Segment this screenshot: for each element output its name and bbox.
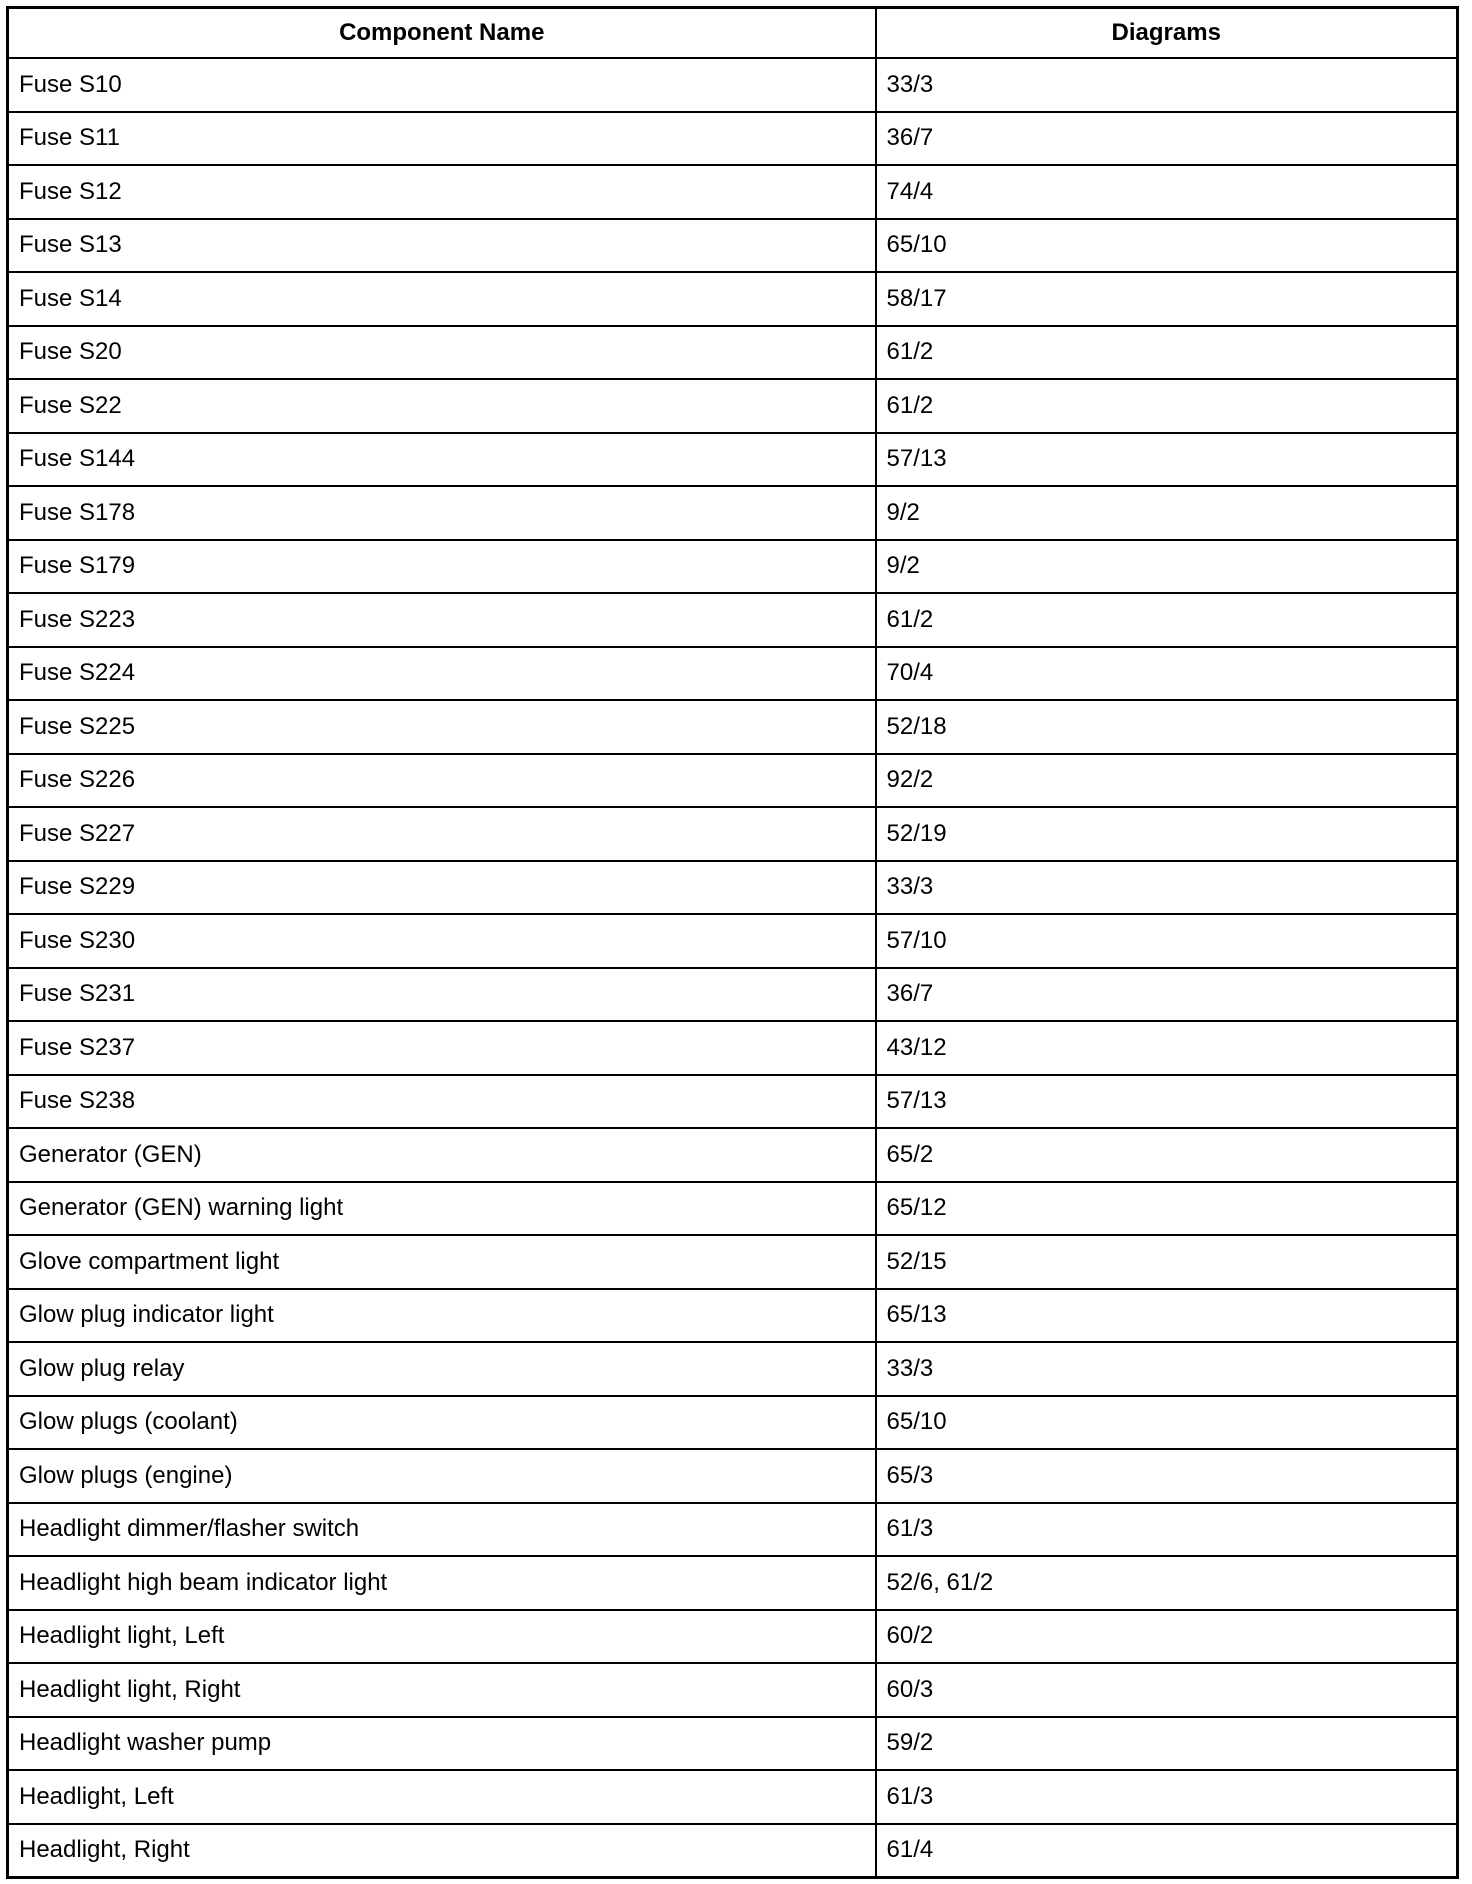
diagrams-cell: 52/19 [876, 807, 1458, 861]
component-name-cell: Fuse S10 [8, 58, 876, 112]
component-name-cell: Generator (GEN) [8, 1128, 876, 1182]
table-row [8, 1556, 1458, 1610]
table-row [8, 914, 1458, 968]
component-name-cell: Headlight, Right [8, 1824, 876, 1878]
diagrams-cell: 65/10 [876, 1396, 1458, 1450]
component-name-cell: Fuse S238 [8, 1075, 876, 1129]
table-row [8, 1182, 1458, 1236]
component-name-cell: Fuse S178 [8, 486, 876, 540]
diagrams-cell: 61/2 [876, 326, 1458, 380]
table-row [8, 219, 1458, 273]
diagrams-cell: 52/18 [876, 700, 1458, 754]
component-name-cell: Fuse S227 [8, 807, 876, 861]
table-row [8, 1396, 1458, 1450]
component-name-cell: Fuse S230 [8, 914, 876, 968]
diagrams-cell: 70/4 [876, 647, 1458, 701]
component-name-cell: Glow plug relay [8, 1342, 876, 1396]
table-row [8, 861, 1458, 915]
component-diagram-table [6, 6, 1459, 1879]
diagrams-cell: 61/3 [876, 1770, 1458, 1824]
diagrams-cell: 36/7 [876, 112, 1458, 166]
table-row [8, 1289, 1458, 1343]
component-name-cell: Fuse S224 [8, 647, 876, 701]
component-name-cell: Glow plugs (engine) [8, 1449, 876, 1503]
component-name-cell: Headlight dimmer/flasher switch [8, 1503, 876, 1557]
diagrams-cell: 33/3 [876, 861, 1458, 915]
diagrams-cell: 36/7 [876, 968, 1458, 1022]
diagrams-cell: 9/2 [876, 540, 1458, 594]
table-row [8, 1021, 1458, 1075]
diagrams-cell: 9/2 [876, 486, 1458, 540]
component-name-cell: Fuse S13 [8, 219, 876, 273]
diagrams-cell: 65/12 [876, 1182, 1458, 1236]
diagrams-cell: 65/13 [876, 1289, 1458, 1343]
diagrams-cell: 65/2 [876, 1128, 1458, 1182]
table-body [8, 58, 1458, 1878]
table-row [8, 1503, 1458, 1557]
diagrams-cell: 60/2 [876, 1610, 1458, 1664]
table-row [8, 700, 1458, 754]
component-name-cell: Glow plugs (coolant) [8, 1396, 876, 1450]
table-row [8, 165, 1458, 219]
table-row [8, 968, 1458, 1022]
component-name-cell: Headlight high beam indicator light [8, 1556, 876, 1610]
diagrams-cell: 61/4 [876, 1824, 1458, 1878]
component-name-cell: Fuse S226 [8, 754, 876, 808]
table-row [8, 58, 1458, 112]
diagrams-cell: 57/13 [876, 433, 1458, 487]
diagrams-cell: 52/6, 61/2 [876, 1556, 1458, 1610]
component-name-cell: Fuse S225 [8, 700, 876, 754]
table-row [8, 486, 1458, 540]
diagrams-cell: 65/10 [876, 219, 1458, 273]
column-header-component-name: Component Name [8, 8, 876, 59]
component-name-cell: Fuse S229 [8, 861, 876, 915]
diagrams-cell: 65/3 [876, 1449, 1458, 1503]
component-name-cell: Fuse S12 [8, 165, 876, 219]
diagrams-cell: 43/12 [876, 1021, 1458, 1075]
table-row [8, 754, 1458, 808]
table-row [8, 1075, 1458, 1129]
component-name-cell: Glow plug indicator light [8, 1289, 876, 1343]
diagrams-cell: 58/17 [876, 272, 1458, 326]
diagrams-cell: 59/2 [876, 1717, 1458, 1771]
table-row [8, 1770, 1458, 1824]
table-row [8, 593, 1458, 647]
diagrams-cell: 61/2 [876, 379, 1458, 433]
table-row [8, 272, 1458, 326]
table-row [8, 647, 1458, 701]
table-row [8, 1449, 1458, 1503]
diagrams-cell: 61/2 [876, 593, 1458, 647]
table-row [8, 1610, 1458, 1664]
table-row [8, 1717, 1458, 1771]
component-name-cell: Fuse S237 [8, 1021, 876, 1075]
component-name-cell: Glove compartment light [8, 1235, 876, 1289]
component-name-cell: Fuse S22 [8, 379, 876, 433]
diagrams-cell: 33/3 [876, 58, 1458, 112]
table-row [8, 1824, 1458, 1878]
component-name-cell: Headlight light, Left [8, 1610, 876, 1664]
diagrams-cell: 57/13 [876, 1075, 1458, 1129]
diagrams-cell: 61/3 [876, 1503, 1458, 1557]
diagrams-cell: 60/3 [876, 1663, 1458, 1717]
diagrams-cell: 52/15 [876, 1235, 1458, 1289]
diagrams-cell: 57/10 [876, 914, 1458, 968]
diagrams-cell: 74/4 [876, 165, 1458, 219]
table-row [8, 540, 1458, 594]
component-name-cell: Fuse S144 [8, 433, 876, 487]
table-row [8, 433, 1458, 487]
component-name-cell: Fuse S11 [8, 112, 876, 166]
component-name-cell: Fuse S231 [8, 968, 876, 1022]
component-name-cell: Headlight light, Right [8, 1663, 876, 1717]
column-header-diagrams: Diagrams [876, 8, 1458, 59]
diagrams-cell: 33/3 [876, 1342, 1458, 1396]
component-name-cell: Headlight washer pump [8, 1717, 876, 1771]
table-row [8, 1128, 1458, 1182]
component-name-cell: Fuse S179 [8, 540, 876, 594]
table-row [8, 326, 1458, 380]
component-name-cell: Headlight, Left [8, 1770, 876, 1824]
table-row [8, 1342, 1458, 1396]
table-row [8, 112, 1458, 166]
diagrams-cell: 92/2 [876, 754, 1458, 808]
component-name-cell: Fuse S223 [8, 593, 876, 647]
component-name-cell: Fuse S14 [8, 272, 876, 326]
table-header-row [8, 8, 1458, 59]
component-name-cell: Generator (GEN) warning light [8, 1182, 876, 1236]
table-row [8, 1235, 1458, 1289]
table-row [8, 807, 1458, 861]
table-row [8, 1663, 1458, 1717]
component-name-cell: Fuse S20 [8, 326, 876, 380]
table-row [8, 379, 1458, 433]
